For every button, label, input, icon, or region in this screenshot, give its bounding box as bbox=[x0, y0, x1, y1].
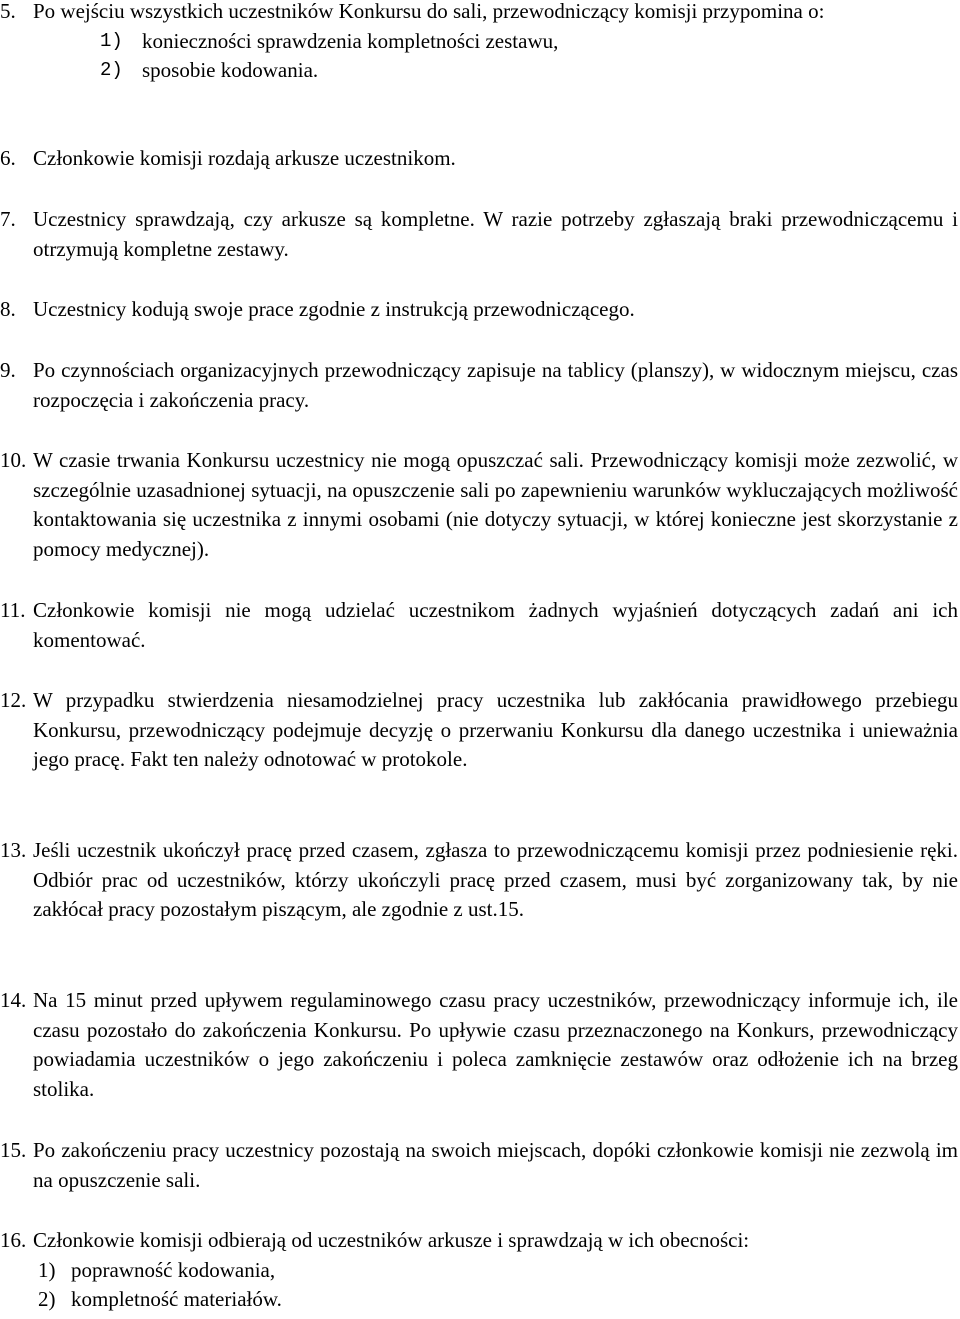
list-item-11 bbox=[0, 596, 958, 655]
item-text: Jeśli uczestnik ukończył pracę przed czasem, zgłasza to przewodniczącemu komisji przez podniesienie ręki. Odbiór prac od uczestników, którzy ukończyli pracę przed czasem, musi być zorganizowany tak, by nie zakłócał pracy pozostałym piszącym, ale zgodnie z ust.15. bbox=[33, 838, 958, 922]
sublist-item-text: kompletność materiałów. bbox=[71, 1287, 282, 1312]
item-text: Po czynnościach organizacyjnych przewodniczący zapisuje na tablicy (planszy), w widocznym miejscu, czas rozpoczęcia i zakończenia pracy. bbox=[33, 358, 958, 412]
list-item-10 bbox=[0, 446, 958, 565]
sublist bbox=[38, 1256, 958, 1315]
sublist-item-number: 2) bbox=[38, 1287, 56, 1312]
list-item-6 bbox=[0, 144, 958, 174]
list-item-8 bbox=[0, 295, 958, 325]
item-number: 12. bbox=[0, 688, 27, 712]
list-item-16 bbox=[0, 1226, 958, 1315]
sublist-item-1 bbox=[38, 1256, 958, 1286]
item-number: 9. bbox=[0, 358, 16, 382]
item-text: Po zakończeniu pracy uczestnicy pozostają na swoich miejscach, dopóki członkowie komisji nie zezwolą im na opuszczenie sali. bbox=[33, 1138, 958, 1192]
item-number: 10. bbox=[0, 448, 27, 472]
list-item-15 bbox=[0, 1136, 958, 1195]
item-number: 8. bbox=[0, 297, 16, 321]
item-text: Na 15 minut przed upływem regulaminowego czasu pracy uczestników, przewodniczący informuje ich, ile czasu pozostało do zakończenia Konkursu. Po upływie czasu przeznaczonego na Konkurs, przewodniczący powiadamia uczestników o jego zakończeniu i poleca zamknięcie zestawów oraz odłożenie ich na brzeg stolika. bbox=[33, 988, 958, 1102]
item-text: Członkowie komisji rozdają arkusze uczestnikom. bbox=[33, 146, 456, 170]
sublist-item-1 bbox=[100, 27, 958, 57]
item-text: Po wejściu wszystkich uczestników Konkursu do sali, przewodniczący komisji przypomina o: bbox=[33, 0, 825, 23]
sublist-item-text: konieczności sprawdzenia kompletności zestawu, bbox=[142, 28, 559, 53]
item-text: Członkowie komisji odbierają od uczestników arkusze i sprawdzają w ich obecności: bbox=[33, 1228, 750, 1252]
sublist-item-text: sposobie kodowania. bbox=[142, 58, 319, 83]
item-number: 16. bbox=[0, 1228, 27, 1252]
list-item-7 bbox=[0, 205, 958, 264]
list-item-13 bbox=[0, 836, 958, 925]
item-number: 15. bbox=[0, 1138, 27, 1162]
item-text: Uczestnicy sprawdzają, czy arkusze są kompletne. W razie potrzeby zgłaszają braki przewodniczącemu i otrzymują kompletne zestawy. bbox=[33, 207, 958, 261]
sublist-item-number: 2) bbox=[100, 59, 123, 82]
item-text: W przypadku stwierdzenia niesamodzielnej pracy uczestnika lub zakłócania prawidłowego przebiegu Konkursu, przewodniczący podejmuje decyzję o przerwaniu Konkursu dla danego uczestnika i unieważnia jego pracę. Fakt ten należy odnotować w protokole. bbox=[33, 688, 958, 772]
item-number: 7. bbox=[0, 207, 16, 231]
item-text: Członkowie komisji nie mogą udzielać uczestnikom żadnych wyjaśnień dotyczących zadań ani ich komentować. bbox=[33, 598, 958, 652]
sublist-item-2 bbox=[38, 1285, 958, 1315]
sublist-item-2 bbox=[100, 56, 958, 86]
list-item-12 bbox=[0, 686, 958, 775]
item-text: W czasie trwania Konkursu uczestnicy nie mogą opuszczać sali. Przewodniczący komisji może zezwolić, w szczególnie uzasadnionej sytuacji, na opuszczenie sali po zapewnieniu warunków wykluczających możliwość kontaktowania się uczestnika z innymi osobami (nie dotyczy sytuacji, w której konieczne jest skorzystanie z pomocy medycznej). bbox=[33, 448, 958, 562]
item-number: 14. bbox=[0, 988, 27, 1012]
item-text: Uczestnicy kodują swoje prace zgodnie z instrukcją przewodniczącego. bbox=[33, 297, 635, 321]
item-number: 6. bbox=[0, 146, 16, 170]
item-number: 13. bbox=[0, 838, 27, 862]
sublist-item-number: 1) bbox=[38, 1257, 56, 1282]
list-item-14 bbox=[0, 986, 958, 1105]
sublist-item-text: poprawność kodowania, bbox=[71, 1257, 276, 1282]
item-number: 5. bbox=[0, 0, 16, 23]
sublist bbox=[100, 27, 958, 86]
list-item-9 bbox=[0, 356, 958, 415]
list-item-5 bbox=[0, 0, 958, 86]
item-number: 11. bbox=[0, 598, 26, 622]
sublist-item-number: 1) bbox=[100, 29, 123, 52]
